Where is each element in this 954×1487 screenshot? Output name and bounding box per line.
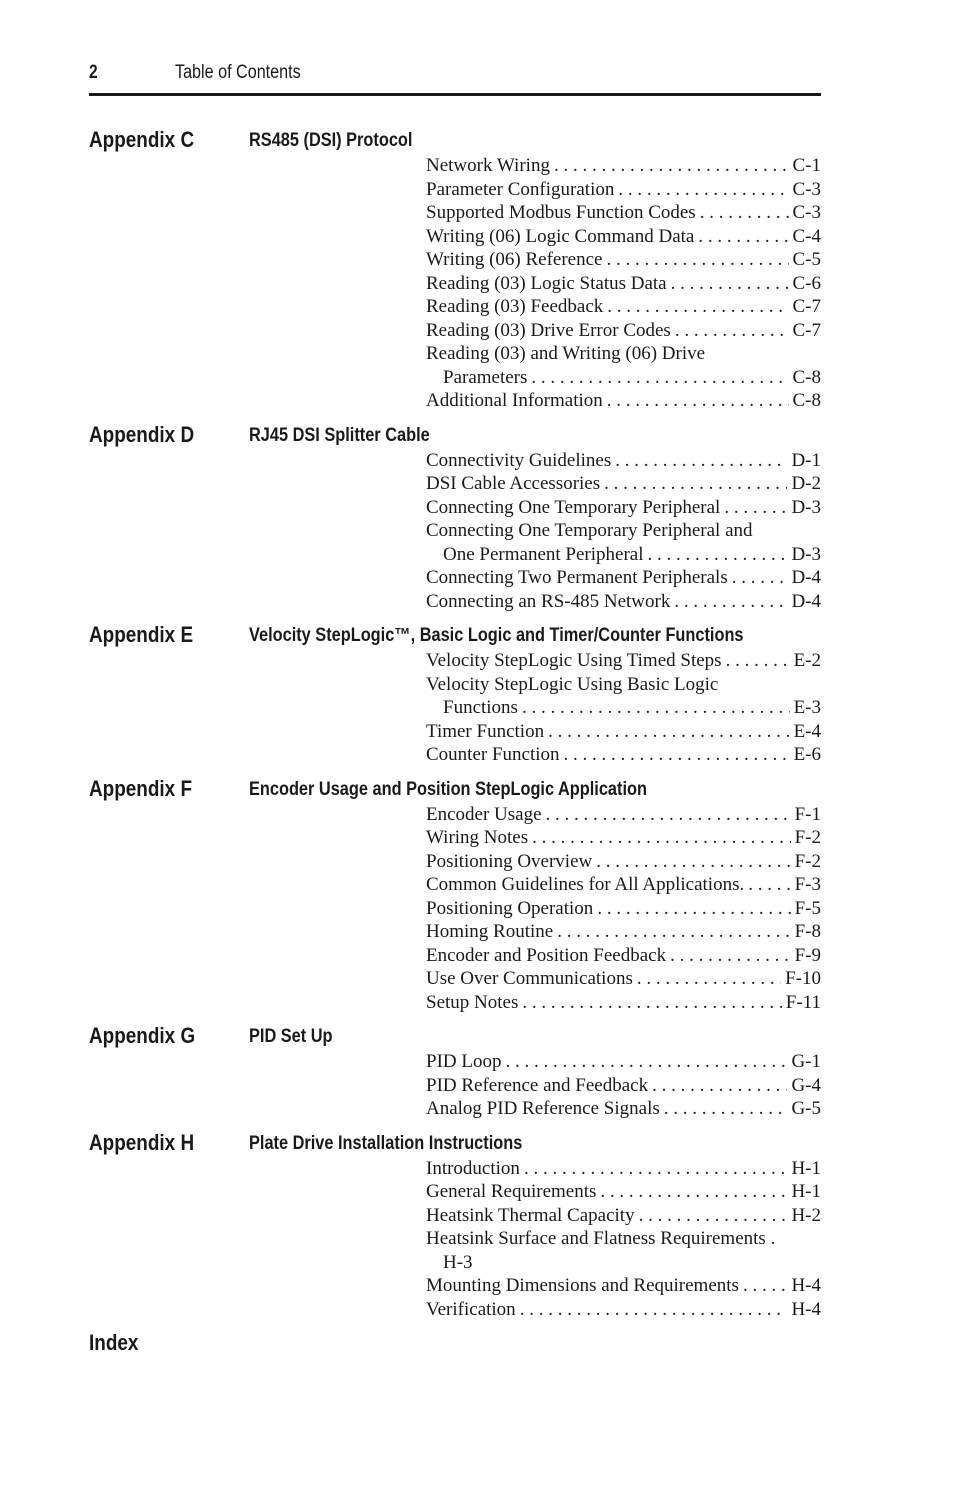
entry-page: C-1 — [792, 155, 821, 176]
dot-leader — [522, 696, 790, 720]
entry-title: PID Loop — [426, 1051, 502, 1072]
entry-page: G-5 — [791, 1098, 821, 1119]
entry-page: D-4 — [791, 567, 821, 588]
entry-title: Wiring Notes — [426, 827, 529, 848]
entry-title: Network Wiring — [426, 155, 550, 176]
toc-entry[interactable] — [426, 920, 821, 944]
appendix-label: Appendix G — [89, 1023, 196, 1048]
toc-section — [89, 776, 821, 1015]
entry-title: Velocity StepLogic Using Timed Steps — [426, 650, 722, 671]
entry-title: General Requirements — [426, 1181, 597, 1202]
page-number: 2 — [89, 62, 98, 83]
entry-title: Reading (03) Drive Error Codes — [426, 319, 671, 341]
toc-entry[interactable] — [426, 803, 821, 827]
entry-title-line: Velocity StepLogic Using Basic Logic — [426, 673, 719, 695]
toc-entry[interactable] — [426, 342, 821, 389]
dot-leader — [505, 1050, 787, 1074]
entry-page: F-8 — [794, 921, 821, 942]
section-heading — [89, 622, 821, 649]
toc-entry[interactable] — [426, 389, 821, 413]
toc-entry[interactable] — [426, 967, 821, 991]
entry-page: F-1 — [794, 803, 821, 825]
appendix-title: Encoder Usage and Position StepLogic Application — [249, 778, 647, 800]
entry-title: Writing (06) Reference — [426, 249, 603, 270]
entry-list — [426, 1157, 821, 1322]
entry-title: Writing (06) Logic Command Data — [426, 225, 695, 247]
dot-leader — [700, 201, 789, 225]
dot-leader — [607, 389, 789, 413]
entry-page: D-4 — [791, 590, 821, 612]
entry-title: Timer Function — [426, 720, 545, 742]
dot-leader — [664, 1097, 788, 1121]
toc-entry[interactable] — [426, 590, 821, 614]
entry-list — [426, 449, 821, 614]
dot-leader — [600, 1180, 787, 1204]
entry-page: C-7 — [792, 296, 821, 317]
toc-entry[interactable] — [426, 225, 821, 249]
entry-title: PID Reference and Feedback — [426, 1074, 649, 1096]
entry-page: F-11 — [785, 991, 821, 1013]
toc-entry[interactable] — [426, 720, 821, 744]
entry-title: Positioning Operation — [426, 897, 594, 919]
page-header — [89, 60, 821, 96]
dot-leader — [532, 826, 790, 850]
dot-leader — [675, 319, 789, 343]
entry-page: C-8 — [792, 366, 821, 388]
entry-title: Connectivity Guidelines — [426, 449, 612, 471]
dot-leader — [671, 272, 789, 296]
dot-leader — [670, 944, 791, 968]
entry-page: E-6 — [793, 744, 821, 765]
entry-title: Verification — [426, 1298, 516, 1320]
appendix-title: PID Set Up — [249, 1026, 333, 1047]
toc-entry[interactable] — [426, 178, 821, 202]
toc-entry[interactable] — [426, 826, 821, 850]
section-heading — [89, 1330, 821, 1357]
appendix-title: Plate Drive Installation Instructions — [249, 1132, 523, 1154]
dot-leader — [548, 720, 789, 744]
entry-page: F-2 — [794, 827, 821, 848]
dot-leader — [748, 873, 790, 897]
appendix-title: RS485 (DSI) Protocol — [249, 130, 413, 151]
entry-page: D-2 — [791, 473, 821, 494]
toc-entry[interactable] — [426, 1050, 821, 1074]
entry-title: Homing Routine — [426, 921, 554, 942]
entry-page: D-3 — [791, 496, 821, 518]
toc-entry[interactable] — [426, 673, 821, 720]
toc-entry[interactable] — [426, 496, 821, 520]
entry-title: Additional Information — [426, 390, 603, 411]
appendix-label: Appendix D — [89, 421, 195, 447]
entry-title: Connecting an RS-485 Network — [426, 590, 671, 612]
entry-page: H-3 — [443, 1251, 473, 1273]
toc-section — [89, 422, 821, 614]
toc-entry[interactable] — [426, 873, 821, 897]
appendix-title: Velocity StepLogic™, Basic Logic and Timer/Counter Functions — [249, 625, 744, 646]
entry-page: C-5 — [792, 249, 821, 270]
entry-title: One Permanent Peripheral — [443, 543, 644, 565]
dot-leader — [606, 248, 788, 272]
section-heading — [89, 127, 821, 154]
section-heading — [89, 1023, 821, 1050]
dot-leader — [557, 920, 790, 944]
toc-entry[interactable] — [426, 248, 821, 272]
entry-page: C-8 — [792, 390, 821, 411]
entry-title-line: Reading (03) and Writing (06) Drive — [426, 343, 706, 364]
entry-page: F-5 — [794, 897, 821, 919]
dot-leader — [522, 991, 781, 1015]
entry-title: Parameter Configuration — [426, 178, 615, 200]
entry-page: F-10 — [785, 968, 821, 989]
toc-entry[interactable] — [426, 1298, 821, 1322]
toc-entry[interactable] — [426, 743, 821, 767]
dot-leader — [604, 472, 787, 496]
dot-leader — [652, 1074, 787, 1098]
appendix-label: Appendix C — [89, 127, 195, 152]
toc-entry[interactable] — [426, 295, 821, 319]
toc-entry[interactable] — [426, 1274, 821, 1298]
entry-page: C-6 — [792, 272, 821, 294]
dot-leader — [724, 496, 787, 520]
toc-entry[interactable] — [426, 850, 821, 874]
dot-leader — [698, 225, 788, 249]
dot-leader — [639, 1204, 788, 1228]
toc-entry[interactable] — [426, 154, 821, 178]
toc-entry[interactable] — [426, 944, 821, 968]
dot-leader — [520, 1298, 788, 1322]
entry-title: Analog PID Reference Signals — [426, 1098, 660, 1119]
entry-page: G-1 — [791, 1051, 821, 1072]
appendix-label: Appendix F — [89, 775, 193, 801]
toc-entry[interactable] — [426, 897, 821, 921]
toc-sections — [89, 127, 821, 1366]
toc-section — [89, 1330, 821, 1357]
entry-page: C-3 — [792, 178, 821, 200]
dot-leader — [607, 295, 788, 319]
entry-title: Encoder Usage — [426, 803, 542, 825]
appendix-label: Appendix H — [89, 1129, 195, 1155]
dot-leader — [743, 1274, 787, 1298]
entry-page: C-7 — [792, 319, 821, 341]
entry-list — [426, 803, 821, 1015]
toc-entry[interactable] — [426, 649, 821, 673]
toc-entry[interactable] — [426, 991, 821, 1015]
entry-title: Functions — [443, 697, 518, 718]
entry-page: C-4 — [792, 225, 821, 247]
toc-entry[interactable] — [426, 1157, 821, 1181]
entry-page: H-2 — [791, 1204, 821, 1226]
entry-title: Setup Notes — [426, 991, 519, 1013]
toc-entry[interactable] — [426, 566, 821, 590]
toc-entry[interactable] — [426, 272, 821, 296]
entry-list — [426, 154, 821, 413]
entry-page: H-4 — [791, 1298, 821, 1320]
entry-title-line: Heatsink Surface and Flatness Requirements . — [426, 1228, 776, 1249]
section-heading — [89, 422, 821, 449]
section-heading — [89, 1130, 821, 1157]
entry-page: F-3 — [794, 874, 821, 895]
toc-entry[interactable] — [426, 519, 821, 566]
entry-page: F-9 — [794, 944, 821, 966]
toc-entry[interactable] — [426, 1097, 821, 1121]
entry-list — [426, 649, 821, 767]
entry-list — [426, 1050, 821, 1121]
entry-page: H-1 — [791, 1157, 821, 1179]
entry-title: Connecting One Temporary Peripheral — [426, 496, 721, 518]
dot-leader — [674, 590, 787, 614]
toc-entry[interactable] — [426, 1204, 821, 1228]
dot-leader — [554, 154, 789, 178]
dot-leader — [615, 449, 787, 473]
entry-page: H-4 — [791, 1275, 821, 1296]
entry-title: Supported Modbus Function Codes — [426, 202, 696, 223]
entry-title: Encoder and Position Feedback — [426, 944, 667, 966]
dot-leader — [732, 566, 788, 590]
entry-title: Reading (03) Feedback — [426, 296, 604, 317]
dot-leader — [596, 850, 790, 874]
toc-section — [89, 622, 821, 767]
toc-entry[interactable] — [426, 449, 821, 473]
dot-leader — [637, 967, 781, 991]
entry-title: Counter Function — [426, 744, 560, 765]
dot-leader — [546, 803, 791, 827]
toc-section — [89, 1130, 821, 1322]
entry-title: Reading (03) Logic Status Data — [426, 272, 667, 294]
entry-page: D-3 — [791, 543, 821, 565]
toc-entry[interactable] — [426, 1074, 821, 1098]
entry-page: H-1 — [791, 1181, 821, 1202]
entry-title: DSI Cable Accessories — [426, 473, 601, 494]
toc-section — [89, 1023, 821, 1121]
entry-title: Heatsink Thermal Capacity — [426, 1204, 635, 1226]
entry-page: E-4 — [793, 720, 821, 742]
header-title: Table of Contents — [175, 62, 301, 83]
entry-title: Introduction — [426, 1157, 520, 1179]
toc-entry[interactable] — [426, 472, 821, 496]
dot-leader — [564, 743, 790, 767]
entry-title: Common Guidelines for All Applications. — [426, 874, 745, 895]
toc-section — [89, 127, 821, 413]
entry-page: C-3 — [792, 202, 821, 223]
appendix-label: Appendix E — [89, 622, 194, 647]
entry-page: D-1 — [791, 449, 821, 471]
dot-leader — [531, 366, 788, 390]
toc-entry[interactable] — [426, 319, 821, 343]
entry-title: Parameters — [443, 366, 528, 388]
dot-leader — [726, 649, 790, 673]
entry-page: G-4 — [791, 1074, 821, 1096]
entry-title-line: Connecting One Temporary Peripheral and — [426, 520, 753, 541]
appendix-label: Index — [89, 1330, 139, 1355]
entry-page: E-3 — [793, 697, 821, 718]
entry-page: E-2 — [793, 650, 821, 671]
toc-entry[interactable] — [426, 1227, 821, 1274]
dot-leader — [618, 178, 788, 202]
section-heading — [89, 776, 821, 803]
entry-title: Mounting Dimensions and Requirements — [426, 1275, 739, 1296]
dot-leader — [647, 543, 787, 567]
entry-title: Connecting Two Permanent Peripherals — [426, 567, 728, 588]
entry-page: F-2 — [794, 850, 821, 872]
entry-title: Use Over Communications — [426, 968, 633, 989]
entry-title: Positioning Overview — [426, 850, 593, 872]
toc-entry[interactable] — [426, 1180, 821, 1204]
appendix-title: RJ45 DSI Splitter Cable — [249, 424, 430, 446]
toc-entry[interactable] — [426, 201, 821, 225]
dot-leader — [597, 897, 790, 921]
dot-leader — [524, 1157, 788, 1181]
